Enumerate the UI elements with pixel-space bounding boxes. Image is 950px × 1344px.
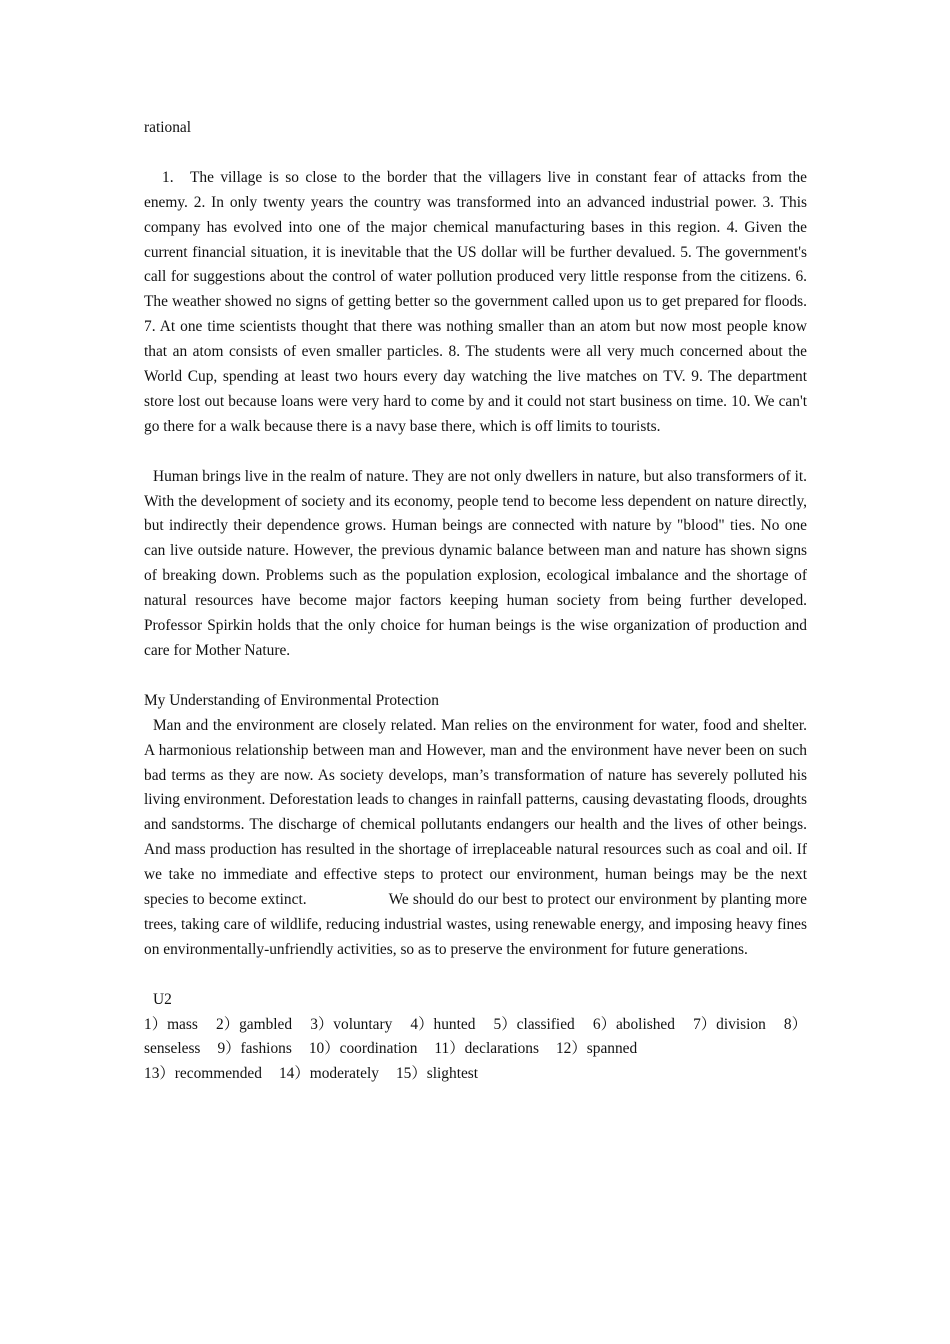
answer-word: senseless bbox=[144, 1040, 201, 1058]
answer-word: 4）hunted bbox=[410, 1015, 476, 1033]
essay-body-part1: Man and the environment are closely related. Man relies on the environment for water, food and shelter. A harmonious relationship between man and However, man and the environment have never been on such bad terms as they are now. As society develops, man’s transformation of nature has severely polluted his living environment. Deforestation leads to changes in rainfall patterns, causing devastating floods, droughts and sandstorms. The discharge of chemical pollutants endangers our health and the lives of other beings. And mass production has resulted in the shortage of irreplaceable natural resources such as coal and oil. If we take no immediate and effective steps to protect our environment, human beings may be the next species to become extinct. bbox=[144, 716, 807, 909]
answer-word: 15）slightest bbox=[395, 1065, 479, 1083]
spacer bbox=[144, 440, 807, 465]
sentence-number: 1. bbox=[162, 168, 174, 186]
answer-word: 6）abolished bbox=[592, 1015, 675, 1033]
answer-word: 7）division bbox=[693, 1015, 766, 1033]
answer-word: 5）classified bbox=[493, 1015, 575, 1033]
answer-row-1 bbox=[144, 1013, 807, 1038]
answer-word: 13）recommended bbox=[144, 1065, 262, 1083]
answer-row-2 bbox=[144, 1037, 807, 1062]
sentences-text: The village is so close to the border that the villagers live in constant fear of attacks from the enemy. 2. In only twenty years the country was transformed into an advanced industrial power. 3. This company has evolved into one of the major chemical manufacturing bases in this region. 4. Given the current financial situation, it is inevitable that the US dollar will be further devalued. 5. The government's call for suggestions about the control of water pollution produced very little response from the citizens. 6. The weather showed no signs of getting better so the government called upon us to get prepared for floods. 7. At one time scientists thought that there was nothing smaller than an atom but now most people know that an atom consists of even smaller particles. 8. The students were all very much concerned about the World Cup, spending at least two hours every day watching the live matches on TV. 9. The department store lost out because loans were very hard to come by and it could not start business on time. 10. We can't go there for a walk because there is a navy base there, which is off limits to tourists. bbox=[144, 168, 807, 435]
answer-word: 9）fashions bbox=[217, 1040, 292, 1058]
answer-word: 8） bbox=[783, 1015, 807, 1033]
answer-word: 10）coordination bbox=[308, 1040, 418, 1058]
answer-word: 1）mass bbox=[144, 1015, 198, 1033]
spacer bbox=[144, 963, 807, 988]
answer-word: 14）moderately bbox=[278, 1065, 379, 1083]
top-word: rational bbox=[144, 119, 192, 136]
document-page bbox=[144, 116, 807, 1087]
essay-title: My Understanding of Environmental Protection bbox=[144, 691, 439, 709]
essay-body bbox=[144, 714, 807, 963]
spacer bbox=[144, 141, 807, 166]
answer-row-3 bbox=[144, 1062, 807, 1087]
answer-word: 11）declarations bbox=[434, 1040, 539, 1058]
essay-body-part2: We should do our best to protect our environment by planting more trees, taking care of wildlife, reducing industrial wastes, using renewable energy, and imposing heavy fines on environmentally-unfriendly activities, so as to preserve the environment for future generations. bbox=[144, 891, 807, 958]
answer-word: 3）voluntary bbox=[310, 1015, 393, 1033]
spacer bbox=[144, 664, 807, 689]
translation-sentences bbox=[144, 166, 807, 440]
answer-word: 2）gambled bbox=[216, 1015, 293, 1033]
nature-paragraph: Human brings live in the realm of nature. They are not only dwellers in nature, but also transformers of it. With the development of society and its economy, people tend to become less dependent on nature directly, but indirectly their dependence grows. Human beings are connected with nature by "blood" ties. No one can live outside nature. However, the previous dynamic balance between man and nature has shown signs of breaking down. Problems such as the population explosion, ecological imbalance and the shortage of natural resources have become major factors keeping human society from being further developed. Professor Spirkin holds that the only choice for human beings is the wise organization of production and care for Mother Nature. bbox=[144, 467, 807, 659]
unit-label: U2 bbox=[153, 990, 172, 1008]
answer-word: 12）spanned bbox=[555, 1040, 638, 1058]
